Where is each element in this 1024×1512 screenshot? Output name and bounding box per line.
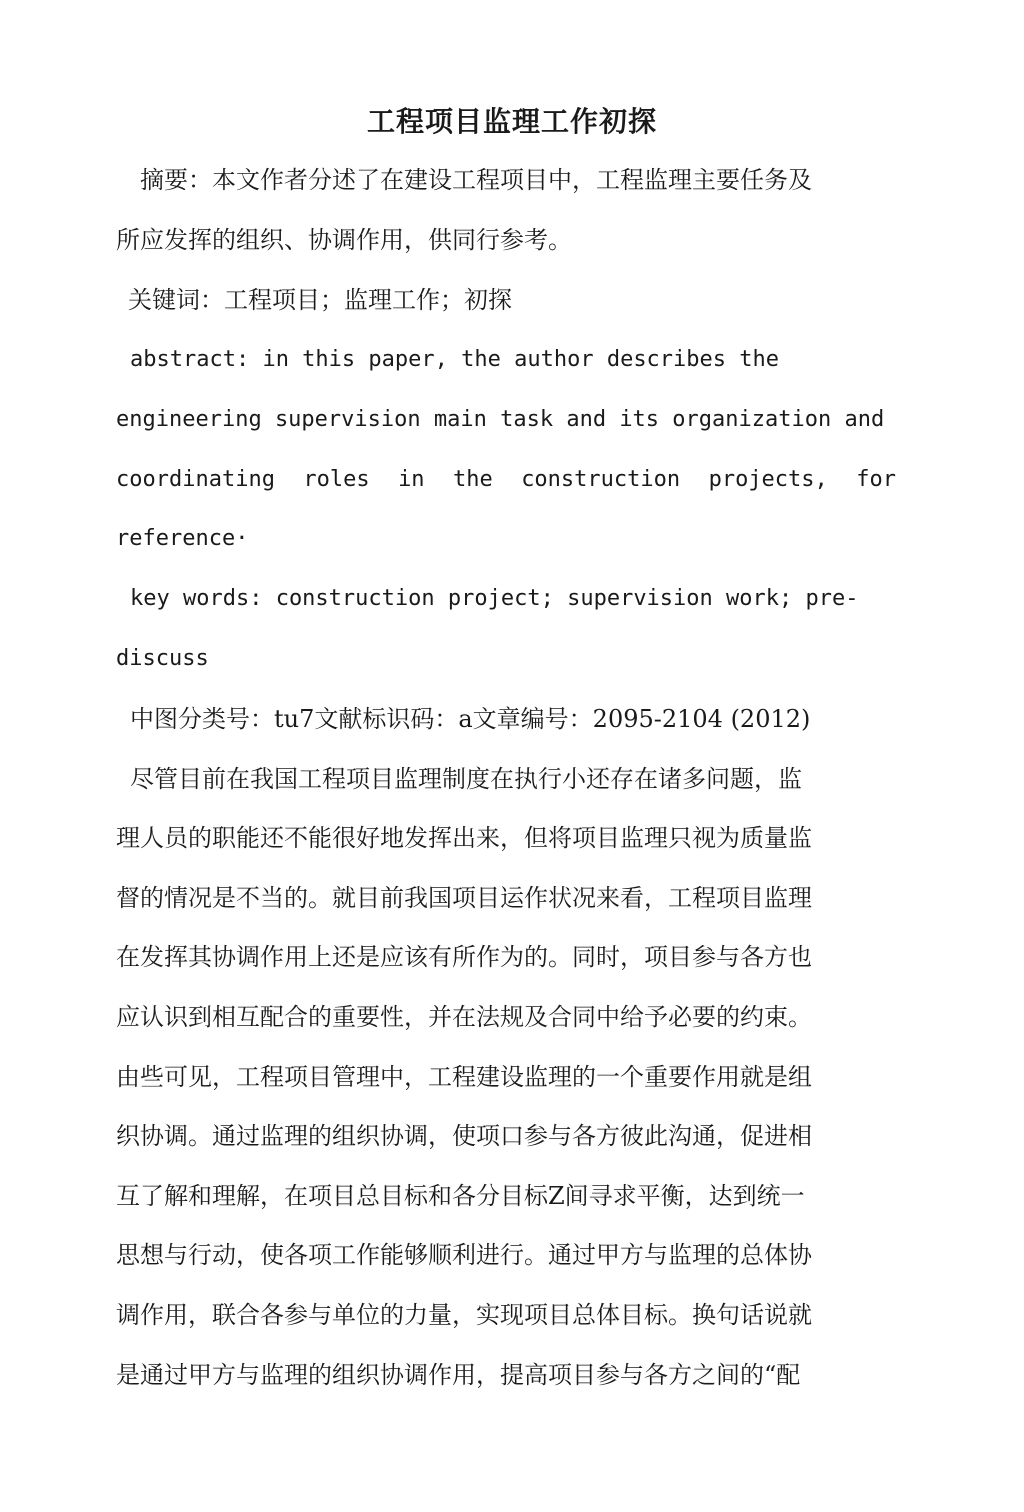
body-line-2: 理人员的职能还不能很好地发挥出来，但将项目监理只视为质量监 <box>116 824 812 852</box>
abstract-en-word: in <box>398 467 425 492</box>
keywords-en-line-1: key words: construction project; supervision work; pre- <box>130 586 859 611</box>
body-line-6: 由些可见，工程项目管理中，工程建设监理的一个重要作用就是组 <box>116 1063 812 1091</box>
abstract-cn-line-1: 摘要：本文作者分述了在建设工程项目中，工程监理主要任务及 <box>140 166 812 194</box>
body-line-1: 尽管目前在我国工程项目监理制度在执行小还存在诸多问题，监 <box>130 765 802 793</box>
abstract-en-line-1: abstract: in this paper, the author describes the <box>130 347 780 372</box>
document-title: 工程项目监理工作初探 <box>366 105 657 138</box>
abstract-cn-line-2: 所应发挥的组织、协调作用，供同行参考。 <box>116 226 572 254</box>
keywords-en-line-2: discuss <box>116 646 209 671</box>
abstract-en-word: roles <box>303 467 370 492</box>
body-line-9: 思想与行动，使各项工作能够顺利进行。通过甲方与监理的总体协 <box>116 1241 812 1269</box>
abstract-en-word: projects, <box>708 467 828 492</box>
body-line-4: 在发挥其协调作用上还是应该有所作为的。同时，项目参与各方也 <box>116 943 812 971</box>
abstract-en-word: coordinating <box>116 467 275 492</box>
abstract-en-word: construction <box>521 467 681 492</box>
abstract-en-line-2: engineering supervision main task and its organization and <box>116 407 885 432</box>
body-line-10: 调作用，联合各参与单位的力量，实现项目总体目标。换句话说就 <box>116 1301 812 1329</box>
body-line-3: 督的情况是不当的。就目前我国项目运作状况来看，工程项目监理 <box>116 884 812 912</box>
abstract-en-word: the <box>453 467 493 492</box>
body-line-11: 是通过甲方与监理的组织协调作用，提高项目参与各方之间的“配 <box>116 1361 801 1389</box>
classification-line: 中图分类号：tu7文献标识码：a文章编号：2095-2104 (2012) <box>130 705 811 733</box>
keywords-cn: 关键词：工程项目；监理工作；初探 <box>128 286 512 314</box>
body-line-5: 应认识到相互配合的重要性，并在法规及合同中给予必要的约束。 <box>116 1003 812 1031</box>
abstract-en-line-3 <box>116 462 896 498</box>
body-line-7: 织协调。通过监理的组织协调，使项口参与各方彼此沟通，促进相 <box>116 1122 812 1150</box>
abstract-en-line-4: reference· <box>116 526 249 551</box>
body-line-8: 互了解和理解，在项目总目标和各分目标Z间寻求平衡，达到统一 <box>116 1182 805 1210</box>
abstract-en-word: for <box>856 467 896 492</box>
